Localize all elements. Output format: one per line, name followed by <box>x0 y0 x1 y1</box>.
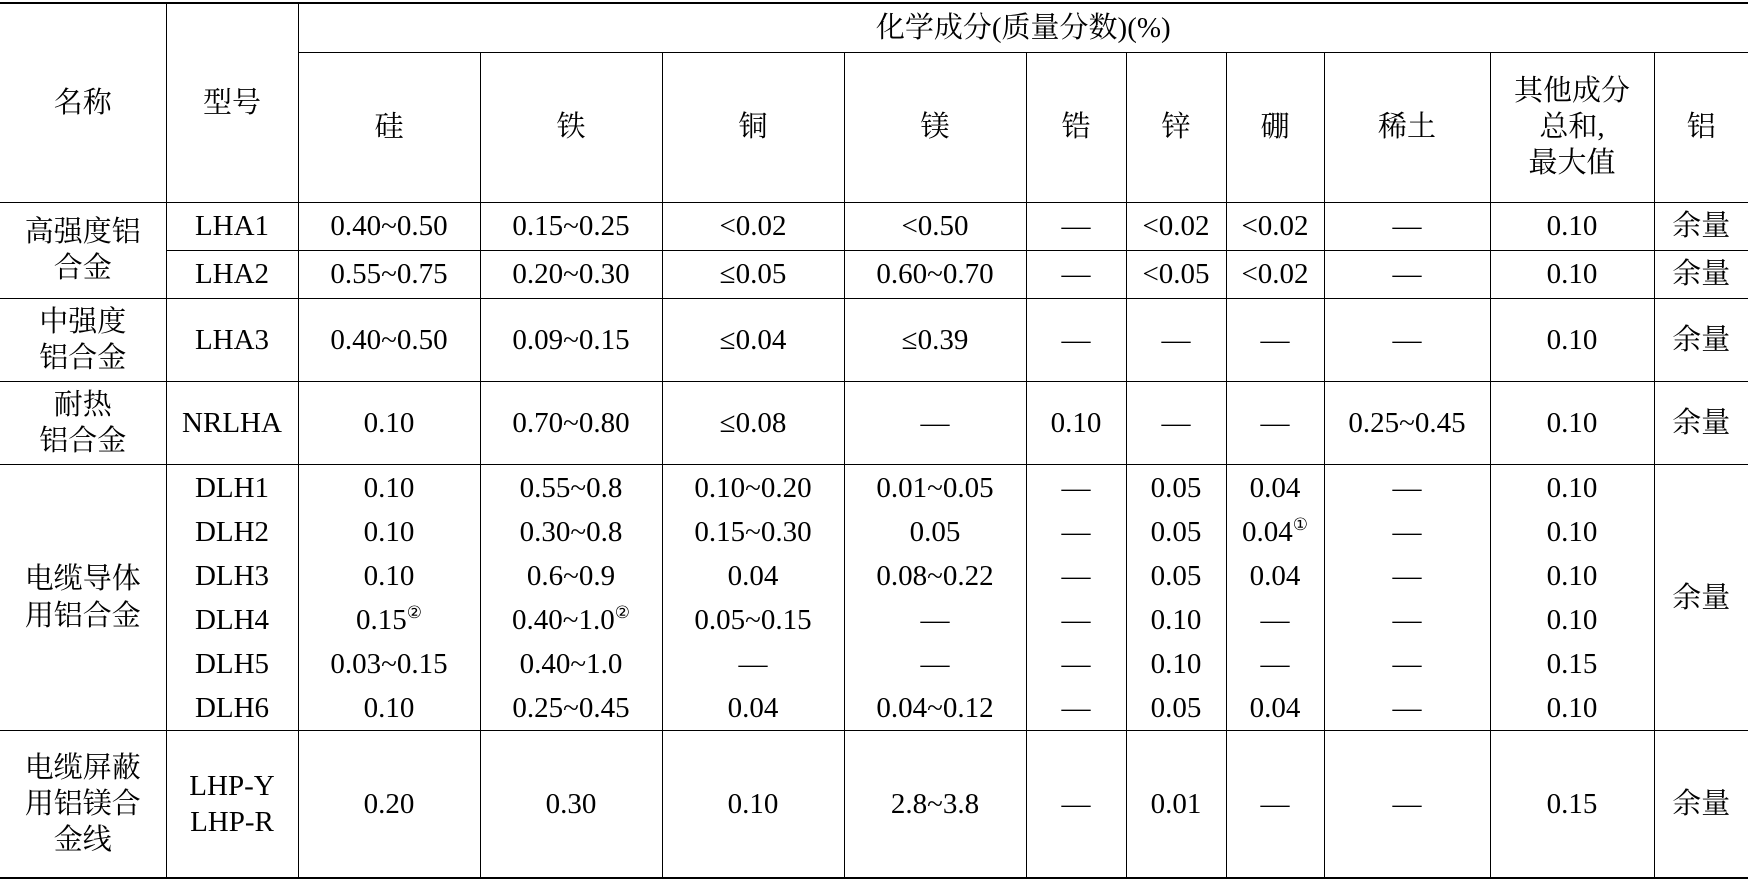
header-name: 名称 <box>0 4 166 202</box>
cell-zn: — <box>1126 382 1226 465</box>
cell-cu-dlh: 0.10~0.20 0.15~0.30 0.04 0.05~0.15 — 0.04 <box>662 465 844 731</box>
header-al: 铝 <box>1654 52 1748 202</box>
group-name-cable-shielding: 电缆屏蔽 用铝镁合 金线 <box>0 731 166 877</box>
alloy-composition-table <box>0 2 1748 879</box>
cell-cu: <0.02 <box>662 202 844 250</box>
cell-model: LHA3 <box>166 298 298 381</box>
cell-re: — <box>1324 250 1490 298</box>
cell-models-dlh: DLH1 DLH2 DLH3 DLH4 DLH5 DLH6 <box>166 465 298 731</box>
cell-re-dlh: — — — — — — <box>1324 465 1490 731</box>
cell-model: NRLHA <box>166 382 298 465</box>
cell-al: 余量 <box>1654 382 1748 465</box>
header-zn: 锌 <box>1126 52 1226 202</box>
cell-mg: ≤0.39 <box>844 298 1026 381</box>
cell-other: 0.10 <box>1490 382 1654 465</box>
cell-model: LHA2 <box>166 250 298 298</box>
cell-b: — <box>1226 382 1324 465</box>
table-row <box>0 465 1748 731</box>
cell-zn: — <box>1126 298 1226 381</box>
cell-si-dlh: 0.10 0.10 0.10 0.15② 0.03~0.15 0.10 <box>298 465 480 731</box>
header-si: 硅 <box>298 52 480 202</box>
cell-zr: — <box>1026 731 1126 877</box>
cell-fe: 0.15~0.25 <box>480 202 662 250</box>
group-name-cable-conductor: 电缆导体 用铝合金 <box>0 465 166 731</box>
cell-zr: 0.10 <box>1026 382 1126 465</box>
cell-fe: 0.09~0.15 <box>480 298 662 381</box>
header-mg: 镁 <box>844 52 1026 202</box>
cell-mg: <0.50 <box>844 202 1026 250</box>
cell-al: 余量 <box>1654 731 1748 877</box>
header-fe: 铁 <box>480 52 662 202</box>
cell-b: — <box>1226 298 1324 381</box>
cell-b-dlh: 0.04 0.04① 0.04 — — 0.04 <box>1226 465 1324 731</box>
cell-model: LHA1 <box>166 202 298 250</box>
cell-zn: <0.02 <box>1126 202 1226 250</box>
cell-si: 0.10 <box>298 382 480 465</box>
cell-mg: 2.8~3.8 <box>844 731 1026 877</box>
cell-mg-dlh: 0.01~0.05 0.05 0.08~0.22 — — 0.04~0.12 <box>844 465 1026 731</box>
cell-zn: <0.05 <box>1126 250 1226 298</box>
cell-al: 余量 <box>1654 202 1748 250</box>
header-composition: 化学成分(质量分数)(%) <box>298 4 1748 52</box>
header-cu: 铜 <box>662 52 844 202</box>
cell-zr: — <box>1026 250 1126 298</box>
cell-fe: 0.20~0.30 <box>480 250 662 298</box>
cell-zr: — <box>1026 298 1126 381</box>
table-row <box>0 250 1748 298</box>
header-zr: 锆 <box>1026 52 1126 202</box>
cell-other: 0.10 <box>1490 298 1654 381</box>
table-row <box>0 731 1748 877</box>
cell-zn-dlh: 0.05 0.05 0.05 0.10 0.10 0.05 <box>1126 465 1226 731</box>
cell-b: <0.02 <box>1226 202 1324 250</box>
header-other: 其他成分 总和, 最大值 <box>1490 52 1654 202</box>
header-re: 稀土 <box>1324 52 1490 202</box>
cell-cu: ≤0.04 <box>662 298 844 381</box>
table-row <box>0 202 1748 250</box>
cell-b: — <box>1226 731 1324 877</box>
cell-other: 0.10 <box>1490 202 1654 250</box>
cell-cu: ≤0.08 <box>662 382 844 465</box>
cell-mg: 0.60~0.70 <box>844 250 1026 298</box>
group-name-heat-resistant: 耐热 铝合金 <box>0 382 166 465</box>
cell-re: — <box>1324 731 1490 877</box>
cell-other: 0.10 <box>1490 250 1654 298</box>
cell-si: 0.40~0.50 <box>298 202 480 250</box>
footnote-2-marker: ② <box>614 602 630 622</box>
cell-cu: ≤0.05 <box>662 250 844 298</box>
group-name-high-strength: 高强度铝 合金 <box>0 202 166 298</box>
cell-other-dlh: 0.10 0.10 0.10 0.10 0.15 0.10 <box>1490 465 1654 731</box>
cell-cu: 0.10 <box>662 731 844 877</box>
header-b: 硼 <box>1226 52 1324 202</box>
cell-models-lhp: LHP-Y LHP-R <box>166 731 298 877</box>
cell-re: — <box>1324 298 1490 381</box>
footnote-2-marker: ② <box>406 602 422 622</box>
header-model: 型号 <box>166 4 298 202</box>
footnote-1-marker: ① <box>1292 514 1308 534</box>
composition-table <box>0 4 1748 877</box>
cell-zr-dlh: — — — — — — <box>1026 465 1126 731</box>
cell-other: 0.15 <box>1490 731 1654 877</box>
cell-zr: — <box>1026 202 1126 250</box>
cell-re: 0.25~0.45 <box>1324 382 1490 465</box>
cell-fe: 0.70~0.80 <box>480 382 662 465</box>
cell-si: 0.20 <box>298 731 480 877</box>
cell-fe: 0.30 <box>480 731 662 877</box>
cell-b: <0.02 <box>1226 250 1324 298</box>
cell-al: 余量 <box>1654 250 1748 298</box>
cell-re: — <box>1324 202 1490 250</box>
cell-fe-dlh: 0.55~0.8 0.30~0.8 0.6~0.9 0.40~1.0② 0.40~1.0 0.25~0.45 <box>480 465 662 731</box>
table-row <box>0 382 1748 465</box>
table-row <box>0 298 1748 381</box>
cell-mg: — <box>844 382 1026 465</box>
cell-zn: 0.01 <box>1126 731 1226 877</box>
cell-si: 0.40~0.50 <box>298 298 480 381</box>
group-name-medium-strength: 中强度 铝合金 <box>0 298 166 381</box>
cell-al-dlh: 余量 <box>1654 465 1748 731</box>
cell-si: 0.55~0.75 <box>298 250 480 298</box>
cell-al: 余量 <box>1654 298 1748 381</box>
